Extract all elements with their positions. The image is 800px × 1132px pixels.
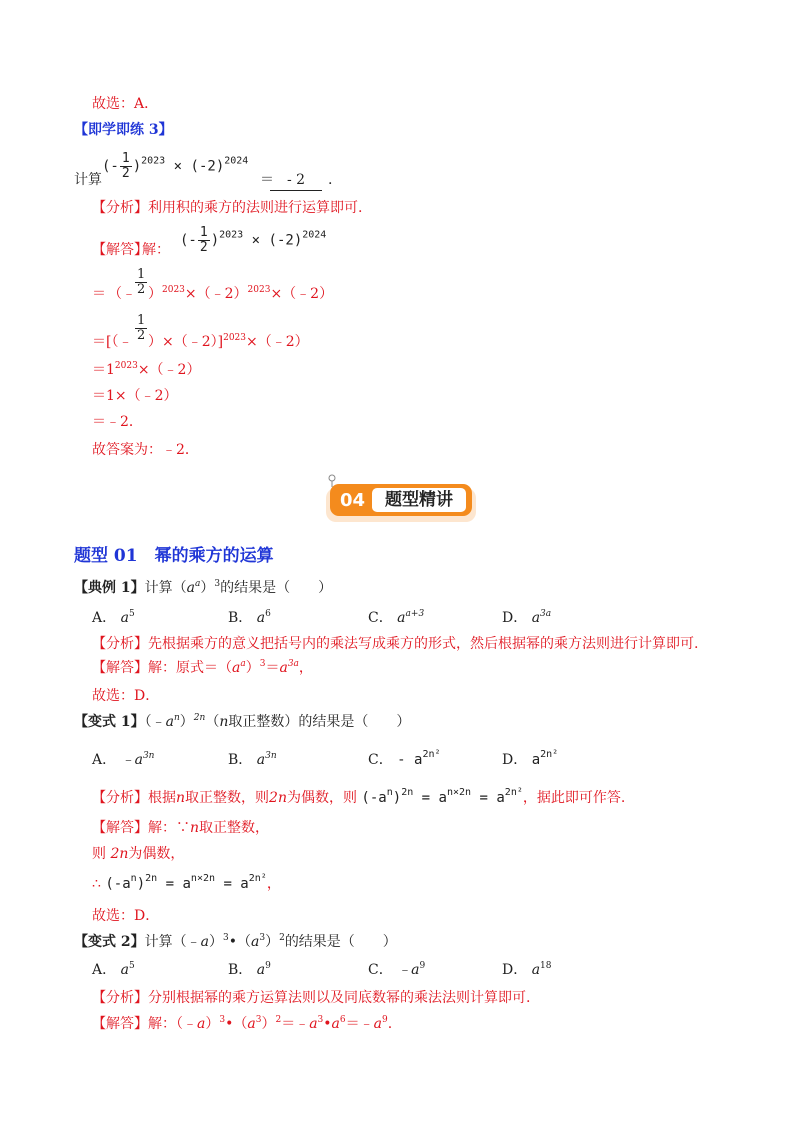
- variant-1-solution: 【解答】解：∵n取正整数，: [92, 820, 270, 836]
- example-1-question: 【典例 1】计算$(a^a)^3$的结果是（ ）: [74, 579, 333, 596]
- option-c: C． $a^{a+3}$: [368, 609, 425, 626]
- example-1-options: [92, 608, 692, 630]
- option-c: C． - $a^{2n^2}$: [368, 749, 441, 768]
- variant-1-options: [92, 746, 692, 772]
- variant-1-solution-line3: ∴ $(-a^n)^{2n} = a^{n\times 2n} = a^{2n^2}$，: [92, 873, 281, 892]
- example-1-analysis: 【分析】先根据乘方的意义把括号内的乘法写成乘方的形式，然后根据幂的乘方法则进行计算即可.: [92, 636, 699, 652]
- practice-expression: (- $\frac{1}{2}$ )$^{2023} \times (-2)^{2024}$: [102, 151, 249, 181]
- step-5: ＝﹣2．: [92, 414, 143, 430]
- example-1-final: 故选：D．: [92, 688, 160, 704]
- answer-blank: - 2: [270, 170, 322, 191]
- analysis-formula: $(-a^n)^{2n} = a^{n\times 2n} = a^{2n^2}$: [361, 787, 523, 806]
- section-badge: [326, 478, 476, 526]
- option-a: A． $﹣a^{3n}$: [92, 751, 155, 768]
- section-title: 题型 01 幂的乘方的运算: [74, 546, 274, 566]
- option-b: B． $a^9$: [228, 961, 271, 978]
- option-b: B． $a^6$: [228, 609, 271, 626]
- variant-1-solution-line2: 则 2n为偶数，: [92, 846, 185, 862]
- option-d: D． $a^{18}$: [502, 961, 552, 978]
- option-a: A． $a^5$: [92, 609, 135, 626]
- example-1-solution: 【解答】解：原式$=(a^a)^3=a^{3a}$，: [92, 659, 313, 676]
- option-a: A． $a^5$: [92, 961, 135, 978]
- previous-answer: 故选：A．: [92, 96, 159, 112]
- badge-number: 04: [340, 490, 366, 511]
- option-c: C． $﹣a^9$: [368, 961, 426, 978]
- variant-1-final: 故选：D．: [92, 908, 160, 924]
- solution-formula: $(-a^n)^{2n} = a^{n\times 2n} = a^{2n^2}$: [105, 873, 267, 892]
- step-4: ＝1×（﹣2）: [92, 388, 178, 404]
- option-d: D． $a^{3a}$: [502, 609, 552, 626]
- final-answer: 故答案为：﹣2．: [92, 442, 199, 458]
- variant-2-question: 【变式 2】计算$(﹣a)^3•(a^3)^2$的结果是（ ）: [74, 933, 397, 950]
- option-b: B． $a^{3n}$: [228, 751, 277, 768]
- variant-1-question: 【变式 1】$(﹣a^n)^{2n}(n$取正整数）的结果是（ ）: [74, 713, 411, 730]
- variant-2-analysis: 【分析】分别根据幂的乘方运算法则以及同底数幂的乘法法则计算即可.: [92, 990, 531, 1006]
- analysis-line: 【分析】利用积的乘方的法则进行运算即可.: [92, 200, 363, 216]
- variant-1-analysis: 【分析】根据n取正整数，则2n为偶数，则 $(-a^n)^{2n} = a^{n\times 2n} = a^{2n^2}$，据此即可作答.: [92, 787, 626, 806]
- practice-title: 【即学即练 3】: [74, 122, 173, 138]
- badge-label: 题型精讲: [372, 488, 466, 512]
- solution-expression: (- $\frac{1}{2}$ )$^{2023} \times (-2)^{2024}$: [180, 225, 327, 255]
- equals-sign: ＝: [260, 172, 274, 188]
- option-d: D． $a^{2n^2}$: [502, 749, 559, 768]
- variant-2-solution: 【解答】解：$(﹣a)^3•(a^3)^2=﹣a^3•a^6=﹣a^9$.: [92, 1015, 393, 1032]
- step-3: $=1^{2023}\times(﹣2)$: [92, 361, 201, 378]
- variant-2-options: [92, 960, 692, 982]
